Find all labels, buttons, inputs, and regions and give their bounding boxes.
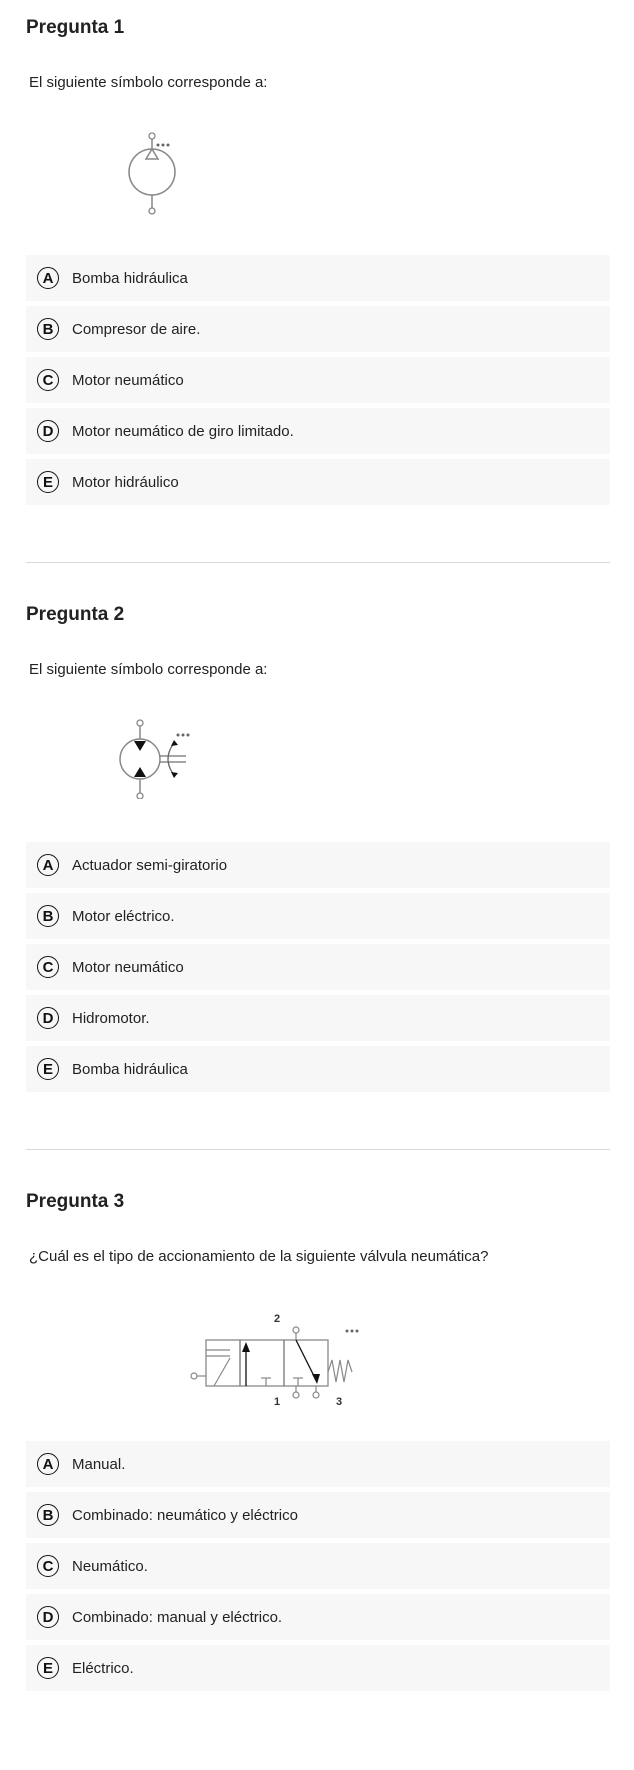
option-label: Bomba hidráulica (72, 269, 188, 287)
port-label-3: 3 (336, 1396, 343, 1408)
question-title: Pregunta 3 (26, 1191, 125, 1212)
options-list (26, 1441, 610, 1696)
option-letter: B (37, 1504, 59, 1526)
option-label: Hidromotor. (72, 1009, 150, 1027)
option-letter: D (37, 1007, 59, 1029)
port-label-1: 1 (274, 1396, 281, 1408)
option-label: Motor neumático (72, 371, 184, 389)
option-letter: B (37, 905, 59, 927)
divider (26, 1149, 610, 1150)
port-label-2: 2 (274, 1313, 281, 1325)
option-e[interactable] (26, 1046, 610, 1092)
divider (26, 562, 610, 563)
option-label: Eléctrico. (72, 1659, 134, 1677)
option-a[interactable] (26, 255, 610, 301)
option-c[interactable] (26, 357, 610, 403)
question-title: Pregunta 2 (26, 604, 125, 625)
option-d[interactable] (26, 408, 610, 454)
option-letter: A (37, 267, 59, 289)
option-c[interactable] (26, 1543, 610, 1589)
option-letter: A (37, 854, 59, 876)
option-label: Bomba hidráulica (72, 1060, 188, 1078)
option-letter: C (37, 1555, 59, 1577)
option-label: Neumático. (72, 1557, 148, 1575)
option-label: Motor neumático de giro limitado. (72, 422, 294, 440)
option-b[interactable] (26, 893, 610, 939)
question-title: Pregunta 1 (26, 17, 125, 38)
question-text: El siguiente símbolo corresponde a: (29, 661, 268, 678)
option-b[interactable] (26, 1492, 610, 1538)
option-label: Manual. (72, 1455, 126, 1473)
option-d[interactable] (26, 1594, 610, 1640)
option-letter: B (37, 318, 59, 340)
pump-motor-symbol-icon (116, 719, 226, 804)
option-letter: C (37, 369, 59, 391)
option-letter: D (37, 1606, 59, 1628)
option-letter: D (37, 420, 59, 442)
question-1 (26, 16, 610, 526)
options-list (26, 842, 610, 1097)
option-label: Combinado: manual y eléctrico. (72, 1608, 283, 1626)
options-list (26, 255, 610, 510)
option-b[interactable] (26, 306, 610, 352)
question-text: El siguiente símbolo corresponde a: (29, 74, 268, 91)
option-letter: E (37, 1657, 59, 1679)
option-label: Combinado: neumático y eléctrico (72, 1506, 298, 1524)
option-label: Compresor de aire. (72, 320, 201, 338)
option-letter: E (37, 1058, 59, 1080)
option-letter: E (37, 471, 59, 493)
option-c[interactable] (26, 944, 610, 990)
option-label: Motor hidráulico (72, 473, 179, 491)
option-letter: C (37, 956, 59, 978)
option-d[interactable] (26, 995, 610, 1041)
option-label: Actuador semi-giratorio (72, 856, 228, 874)
option-a[interactable] (26, 842, 610, 888)
option-label: Motor neumático (72, 958, 184, 976)
option-letter: A (37, 1453, 59, 1475)
compressor-symbol-icon (122, 132, 202, 237)
question-2 (26, 603, 610, 1113)
option-label: Motor eléctrico. (72, 907, 175, 925)
question-3 (26, 1190, 610, 1710)
option-e[interactable] (26, 459, 610, 505)
question-text: ¿Cuál es el tipo de accionamiento de la siguiente válvula neumática? (29, 1248, 489, 1265)
valve-symbol-icon (186, 1302, 386, 1417)
option-a[interactable] (26, 1441, 610, 1487)
option-e[interactable] (26, 1645, 610, 1691)
